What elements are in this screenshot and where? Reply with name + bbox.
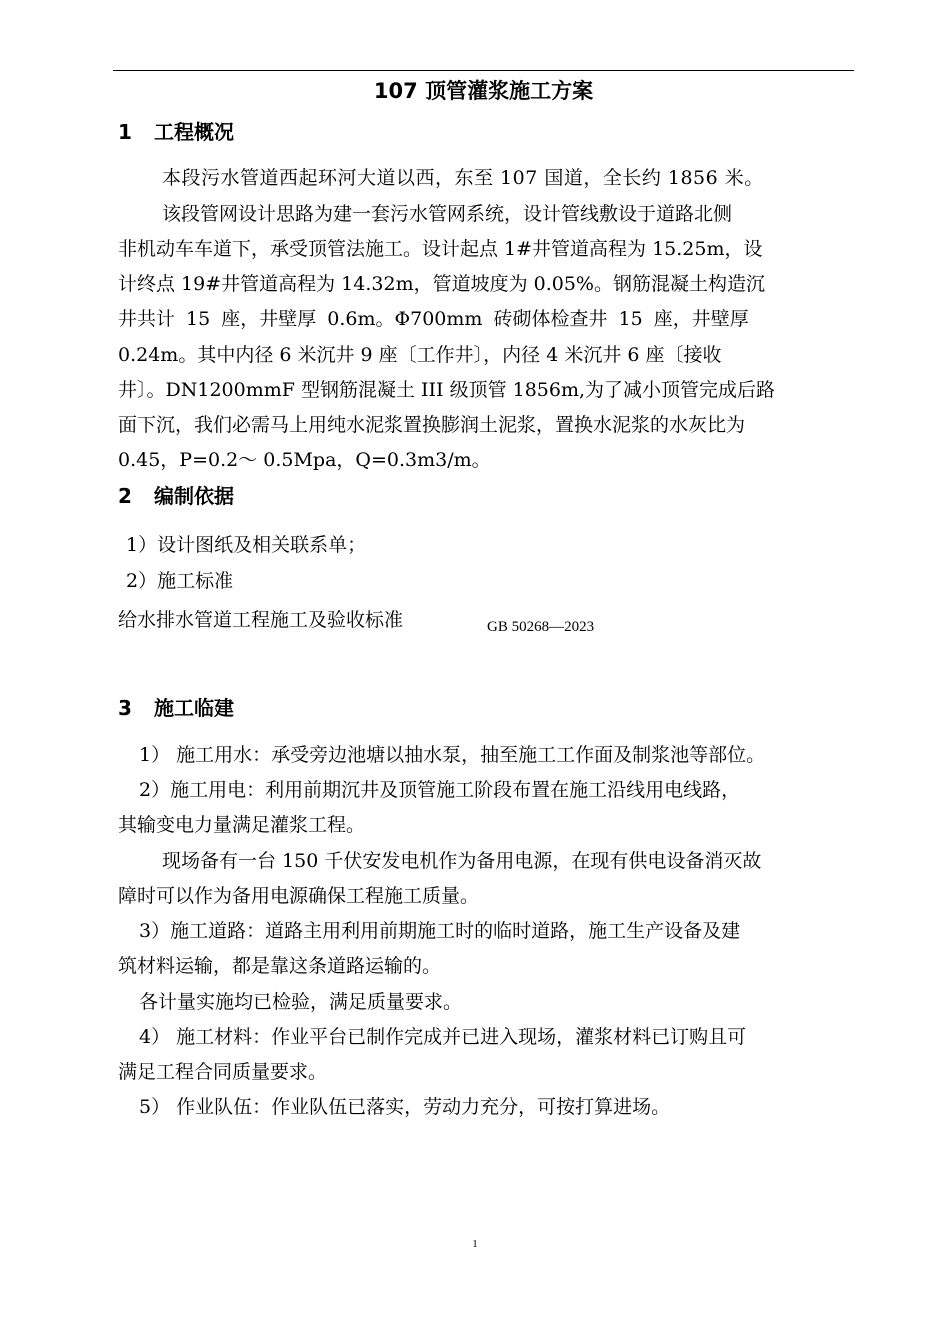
paragraph-line: 障时可以作为备用电源确保工程施工质量。 (118, 885, 480, 907)
paragraph-line: 0.24m。其中内径 6 米沉井 9 座〔工作井〕，内径 4 米沉井 6 座〔接收 (118, 344, 722, 366)
section-heading-1 (118, 117, 234, 147)
list-item: 4） 施工材料：作业平台已制作完成并已进入现场，灌浆材料已订购且可 (139, 1026, 747, 1048)
paragraph-line: 其输变电力量满足灌浆工程。 (118, 814, 366, 836)
header-rule (113, 70, 854, 71)
paragraph-line: 现场备有一台 150 千伏安发电机作为备用电源，在现有供电设备消灭故 (162, 850, 762, 872)
section-title: 施工临建 (154, 696, 234, 720)
list-item: 1） 施工用水：承受旁边池塘以抽水泵，抽至施工工作面及制浆池等部位。 (139, 744, 766, 766)
document-title: 107 顶管灌浆施工方案 (373, 79, 594, 103)
list-item: 5） 作业队伍：作业队伍已落实，劳动力充分，可按打算进场。 (139, 1096, 671, 1118)
list-item: 2）施工标准 (126, 570, 234, 592)
section-title: 编制依据 (154, 484, 234, 508)
list-item: 3）施工道路：道路主用利用前期施工时的临时道路，施工生产设备及建 (139, 920, 741, 942)
paragraph-line: 非机动车车道下，承受顶管法施工。设计起点 1#井管道高程为 15.25m，设 (118, 238, 763, 260)
paragraph-line: 0.45，P=0.2～ 0.5Mpa，Q=0.3m3/m。 (118, 449, 491, 471)
section-number: 1 (118, 120, 132, 144)
paragraph-line: 筑材料运输，都是靠这条道路运输的。 (118, 955, 442, 977)
section-number: 2 (118, 484, 132, 508)
paragraph-line: 面下沉，我们必需马上用纯水泥浆置换膨润土泥浆，置换水泥浆的水灰比为 (118, 414, 746, 436)
section-heading-3 (118, 693, 234, 723)
paragraph-line: 井〕。DN1200mmF 型钢筋混凝土 III 级顶管 1856m,为了减小顶管完成后路 (118, 379, 776, 401)
paragraph-line: 计终点 19#井管道高程为 14.32m，管道坡度为 0.05%。钢筋混凝土构造沉 (118, 273, 765, 295)
paragraph-line: 井共计 15 座，井壁厚 0.6m。Φ700mm 砖砌体检查井 15 座，井壁厚 (118, 308, 749, 330)
page-number: 1 (472, 1238, 478, 1250)
paragraph-line: 满足工程合同质量要求。 (118, 1061, 328, 1083)
standard-code: GB 50268—2023 (487, 619, 595, 635)
paragraph-line: 该段管网设计思路为建一套污水管网系统，设计管线敷设于道路北侧 (162, 203, 733, 225)
section-number: 3 (118, 696, 132, 720)
list-item: 2）施工用电：利用前期沉井及顶管施工阶段布置在施工沿线用电线路， (139, 779, 741, 801)
list-item: 1）设计图纸及相关联系单； (126, 534, 367, 556)
paragraph-line: 各计量实施均已检验，满足质量要求。 (139, 991, 463, 1013)
section-heading-2 (118, 481, 234, 511)
standard-name: 给水排水管道工程施工及验收标准 (118, 609, 404, 631)
paragraph-line: 本段污水管道西起环河大道以西，东至 107 国道，全长约 1856 米。 (162, 167, 764, 189)
section-title: 工程概况 (154, 120, 234, 144)
